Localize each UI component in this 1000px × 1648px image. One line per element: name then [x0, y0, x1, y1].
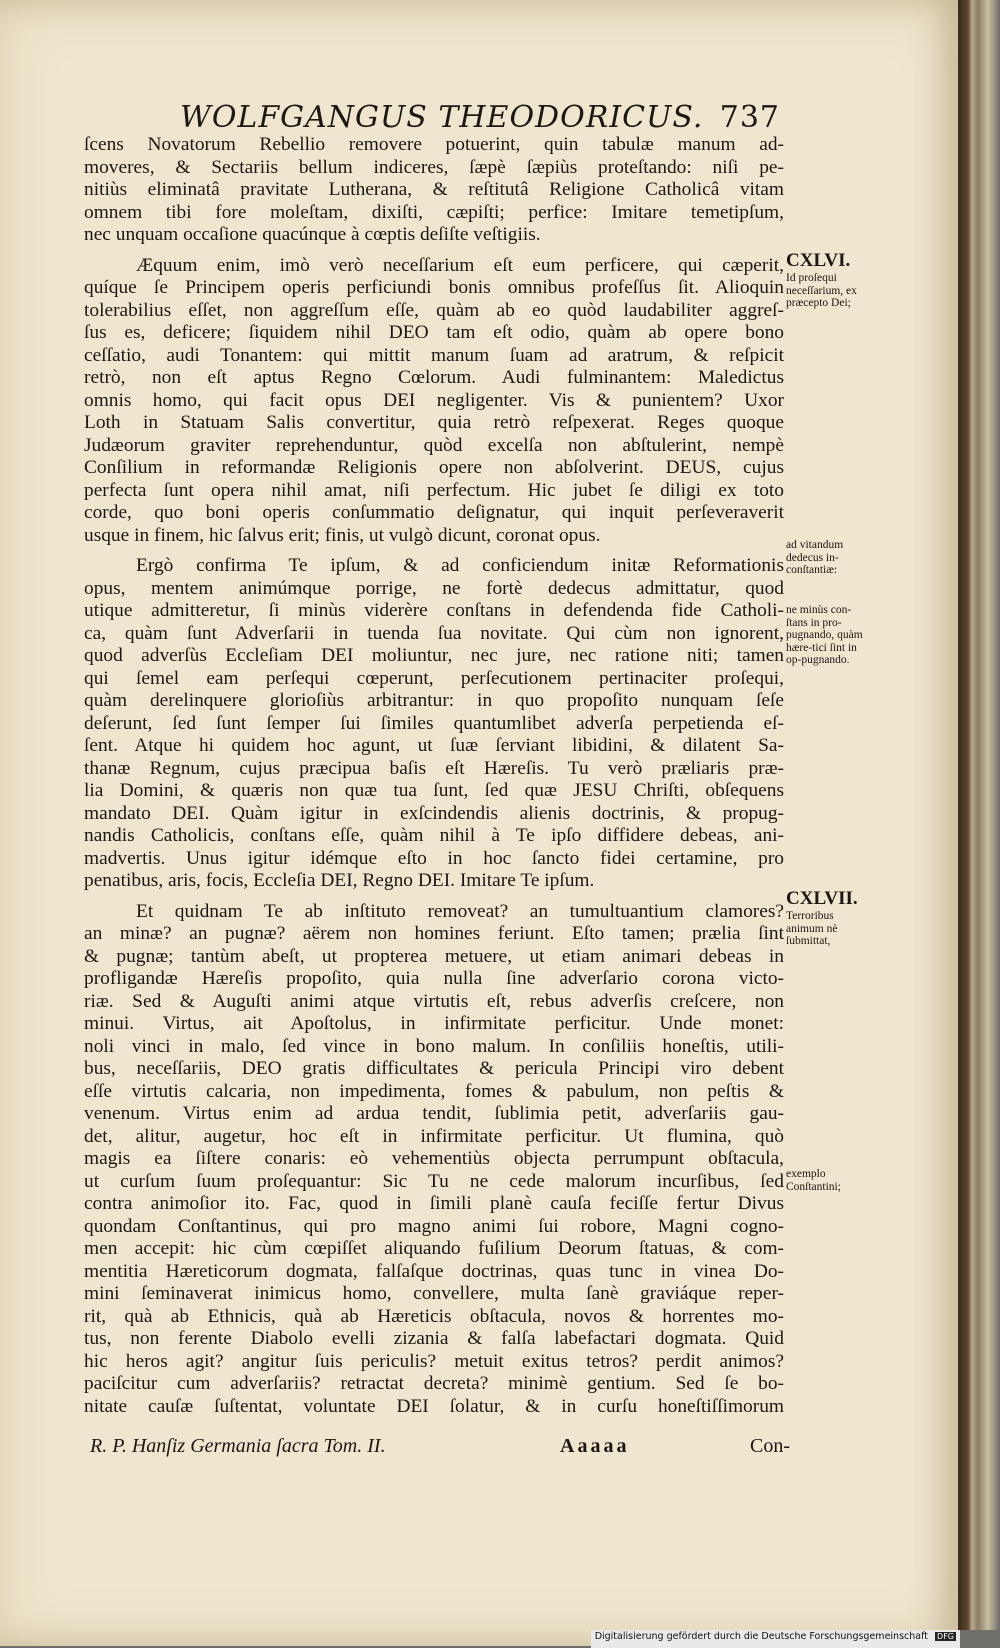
text-line: profligandæ Hæreſis propoſito, quia nulla ſine adverſario corona victo- — [84, 968, 784, 989]
text-line: moveres, & Sectariis bellum indiceres, ſæpè ſæpiùs proteſtando: niſi pe- — [84, 156, 784, 178]
text-line: det, alitur, augetur, hoc eſt in infirmitate perficitur. Ut flumina, quò — [84, 1125, 784, 1147]
margin-note-1 — [786, 250, 866, 310]
text-line: corde, quo boni operis conſummatio deſignatur, qui inquit perſeveraverit — [84, 502, 784, 523]
text-line: thanæ Regnum, cujus præcipua baſis eſt Hæreſis. Tu verò præliaris præ- — [84, 757, 784, 779]
text-line: venenum. Virtus enim ad ardua tendit, ſublimia petit, adverſariis gau- — [84, 1103, 784, 1124]
text-line: eſſe virtutis calcaria, non impedimenta, fomes & pabulum, non peſtis & — [84, 1080, 784, 1102]
text-line: contra animoſior ito. Fac, quod in ſimili planè cauſa feciſſe fertur Divus — [84, 1193, 784, 1214]
main-text — [84, 134, 784, 1418]
margin-note-3 — [786, 604, 866, 667]
text-line: quondam Conſtantinus, qui pro magno animi ſui robore, Magni cogno- — [84, 1215, 784, 1237]
text-line: opus, mentem animúmque porrige, ne fortè dedecus admittatur, quod — [84, 577, 784, 599]
text-line: magis ea ſiſtere conaris: eò vehementiùs objecta perrumpunt obſtacula, — [84, 1148, 784, 1169]
paragraph-gap — [84, 247, 784, 255]
text-line: Ergò confirma Te ipſum, & ad conficiendum initæ Reformationis — [136, 555, 784, 576]
text-line: tolerabilius eſſet, non aggreſſum eſſe, quàm ab eo quòd laudabiliter aggreſ- — [84, 299, 784, 321]
text-line: nandis Catholicis, conſtans eſſe, quàm nihil à Te ipſo diffidere debeas, ani- — [84, 825, 784, 846]
text-line: perfecta ſunt opera nihil amat, niſi perfectum. Hic jubet ſe diligi ex toto — [84, 479, 784, 501]
text-line: penatibus, aris, focis, Eccleſia DEI, Regno DEI. Imitare Te ipſum. — [84, 870, 595, 891]
text-line: utique admitteretur, ſi minùs viderère conſtans in defendenda fide Catholi- — [84, 600, 784, 621]
text-line: mandato DEI. Quàm igitur in exſcindendis alienis doctrinis, & propug- — [84, 802, 784, 824]
text-line: Et quidnam Te ab inſtituto removeat? an tumultuantium clamores? — [136, 900, 784, 922]
text-line: deſerunt, ſed ſunt ſemper ſui ſimiles quantumlibet adverſa perpetienda eſ- — [84, 712, 784, 734]
margin-note-text: ad vitandum dedecus in-conſtantiæ: — [786, 539, 844, 576]
text-line: mini ſeminaverat inimicus homo, convellere, multa ſanè graviáque reper- — [84, 1283, 784, 1304]
text-line: Æquum enim, imò verò neceſſarium eſt eum perficere, qui cæperit, — [136, 254, 784, 276]
running-title: WOLFGANGUS THEODORICUS. — [180, 100, 704, 135]
text-line: ut curſum ſuum proſequantur: Sic Tu ne cede malorum incurſibus, ſed — [84, 1170, 784, 1192]
credit-text: Digitalisierung gefördert durch die Deutsche Forschungsgemeinschaft — [594, 1631, 928, 1642]
text-line: nec unquam occaſione quacúnque à cœptis deſiſte veſtigiis. — [84, 224, 541, 245]
text-line: riæ. Sed & Auguſti animi atque virtutis eſt, rebus adverſis creſcere, non — [84, 990, 784, 1012]
text-line: men accepit: hic cùm cœpiſſet aliquando fuſilium Deorum ſtatuas, & com- — [84, 1238, 784, 1259]
text-line: ſent. Atque hi quidem hoc agunt, ut ſuæ ſerviant libidini, & dilatent Sa- — [84, 735, 784, 756]
margin-note-4 — [786, 888, 866, 948]
text-line: nitate cauſæ ſuſtentat, voluntate DEI ſolatur, & in curſu honeſtiſſimorum — [84, 1395, 784, 1417]
text-line: nitiùs eliminatâ pravitate Lutherana, & reſtitutâ Religione Catholicâ vitam — [84, 179, 784, 200]
margin-note-text: exemplo Conſtantini; — [786, 1168, 841, 1193]
signature-mark: Aaaaa — [560, 1435, 630, 1457]
paragraph-gap — [84, 547, 784, 555]
footer-source: R. P. Hanſiz Germania ſacra Tom. II. — [90, 1435, 386, 1457]
text-line: omnem tibi fore moleſtam, dixiſti, cæpiſti; perfice: Imitare temetipſum, — [84, 201, 784, 223]
text-line: mentitia Hæreticorum dogmata, falſaſque doctrinas, quas tunc in vinea Do- — [84, 1260, 784, 1282]
section-number: CXLVII. — [786, 888, 858, 909]
text-line: quod adverſùs Eccleſiam DEI moliuntur, nec jure, nec ratione niti; tamen — [84, 645, 784, 666]
text-line: ſcens Novatorum Rebellio removere potuerint, quin tabulæ manum ad- — [84, 134, 784, 155]
margin-note-2 — [786, 539, 866, 577]
page-footer — [90, 1435, 790, 1465]
dfg-logo: DFG — [937, 1632, 954, 1641]
text-line: ceſſatio, audi Tonantem: qui mittit manum ſuam ad aratrum, & reſpicit — [84, 344, 784, 366]
text-line: an minæ? an pugnæ? aërem non homines feriunt. Eſto tamen; prælia ſint — [84, 923, 784, 944]
margin-note-text: Terroribus animum nè ſubmittat, — [786, 910, 838, 947]
text-line: hic heros agit? angitur ſuis periculis? metuit exitus tetros? perdit animos? — [84, 1350, 784, 1372]
text-line: usque in finem, hic ſalvus erit; finis, ut vulgò dicunt, coronat opus. — [84, 524, 601, 546]
book-edge — [958, 0, 1000, 1630]
text-line: rit, quà ab Ethnicis, quà ab Hæreticis obſtacula, novos & horrentes mo- — [84, 1305, 784, 1327]
text-line: omnis homo, qui facit opus DEI negligenter. Vis & punientem? Uxor — [84, 389, 784, 411]
text-line: tus, non ferente Diabolo evelli zizania & falſa labefactari dogmata. Quid — [84, 1328, 784, 1349]
catchword: Con- — [750, 1435, 790, 1457]
text-line: Loth in Statuam Salis convertitur, quia retrò reſpexerat. Reges quoque — [84, 412, 784, 433]
margin-note-text: Id proſequi neceſſarium, ex præcepto Dei; — [786, 272, 857, 309]
text-line: quíque ſe Principem operis perficiundi bonis omnibus profeſſus ſit. Alioquin — [84, 277, 784, 298]
text-line: ca, quàm ſunt Adverſarii in tuenda ſua novitate. Qui cùm non ignorent, — [84, 622, 784, 644]
text-line: minui. Virtus, ait Apoſtolus, in infirmitate perficitur. Unde monet: — [84, 1013, 784, 1034]
page-number: 737 — [719, 100, 780, 135]
text-line: ſus es, deficere; ſiquidem nihil DEO tam eſt odio, quàm ab opere bono — [84, 322, 784, 343]
text-line: & pugnæ; tantùm abeſt, ut propterea metuere, ut etiam animari debeas in — [84, 945, 784, 967]
text-line: Judæorum graviter reprehenduntur, quòd excelſa non abſtulerint, nempè — [84, 434, 784, 456]
margin-note-5 — [786, 1168, 866, 1193]
paragraph-gap — [84, 893, 784, 901]
margin-note-text: ne minùs con-ſtans in pro-pugnando, quàm hære-tici ſint in op-pugnando. — [786, 604, 863, 666]
text-line: madvertis. Unus igitur idémque eſto in hoc ſancto fidei certamine, pro — [84, 847, 784, 869]
digitization-credit — [591, 1630, 960, 1648]
section-number: CXLVI. — [786, 250, 851, 271]
text-line: qui ſemel eam perſequi cœperunt, perſecutionem pertinaciter proſequi, — [84, 667, 784, 689]
text-line: lia Domini, & quæris non quæ tua ſunt, ſed quæ JESU Chriſti, obſequens — [84, 780, 784, 801]
text-line: Conſilium in reformandæ Religionis opere non abſolverint. DEUS, cujus — [84, 457, 784, 478]
text-line: paciſcitur cum adverſariis? retractat decreta? minimè gentium. Sed ſe bo- — [84, 1373, 784, 1394]
text-line: bus, neceſſariis, DEO gratis difficultates & pericula Principi viro debent — [84, 1058, 784, 1079]
text-line: noli vinci in malo, ſed vince in bono malum. In conſiliis honeſtis, utili- — [84, 1035, 784, 1057]
text-line: retrò, non eſt aptus Regno Cœlorum. Audi fulminantem: Maledictus — [84, 367, 784, 388]
text-line: quàm derelinquere glorioſiùs arbitrantur: in quo propoſito nunquam ſeſe — [84, 690, 784, 711]
